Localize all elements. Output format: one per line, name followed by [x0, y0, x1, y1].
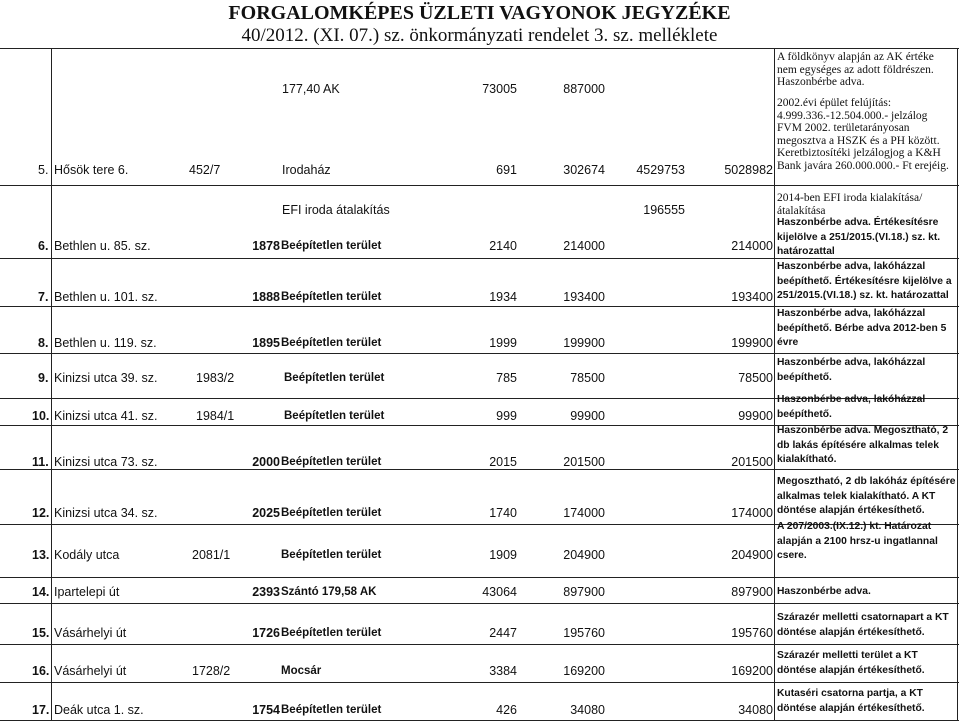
cell-description: Beépítetlen terület: [281, 291, 382, 303]
cell-no: 12.: [32, 506, 50, 520]
cell-note: Haszonbérbe adva, lakóházzal beépíthető. Értékesítésre kijelölve a 251/2015.(VI.18.) sz. kt. határozattal: [777, 261, 952, 302]
cell-note: Megosztható, 2 db lakóház építésére alkalmas telek kialakítható. A KT döntése alapján értékesíthető.: [777, 476, 956, 517]
cell-no: 11.: [32, 455, 49, 469]
cell-address: Vásárhelyi út: [54, 664, 127, 678]
cell-note: Szárazér melletti terület a KT döntése alapján értékesíthető.: [777, 650, 925, 676]
cell-address: Kinizsi utca 73. sz.: [54, 455, 158, 469]
row-divider: [0, 469, 959, 470]
cell-description: Beépítetlen terület: [281, 549, 382, 561]
cell-area: 785: [496, 371, 517, 385]
cell-value1: 174000: [563, 506, 605, 520]
cell-no: 15.: [32, 626, 50, 640]
cell-description: Beépítetlen terület: [281, 337, 382, 349]
cell-description: Mocsár: [281, 665, 322, 677]
cell-description: EFI iroda átalakítás: [282, 203, 390, 217]
cell-no: 8.: [38, 336, 49, 350]
cell-address: Kinizsi utca 41. sz.: [54, 409, 158, 423]
cell-value1: 195760: [563, 626, 605, 640]
cell-area: 691: [496, 163, 517, 177]
cell-area: 2140: [489, 239, 517, 253]
cell-value3: 199900: [731, 336, 773, 350]
cell-value3: 169200: [731, 664, 773, 678]
row-divider: [0, 185, 959, 186]
cell-hrsz: 1984/1: [196, 409, 235, 423]
cell-area: 73005: [482, 82, 517, 96]
cell-description: Beépítetlen terület: [281, 704, 382, 716]
cell-area: 1740: [489, 506, 517, 520]
cell-description: 177,40 AK: [282, 82, 340, 96]
cell-no: 14.: [32, 585, 50, 599]
cell-value3: 5028982: [724, 163, 773, 177]
cell-description: Beépítetlen terület: [281, 456, 382, 468]
cell-value3: 99900: [738, 409, 773, 423]
column-divider: [957, 48, 958, 721]
cell-note: Haszonbérbe adva.: [777, 586, 871, 597]
cell-note: Kutaséri csatorna partja, a KT döntése alapján értékesíthető.: [777, 688, 925, 714]
cell-value1: 34080: [570, 703, 605, 717]
cell-value1: 214000: [563, 239, 605, 253]
cell-value3: 193400: [731, 290, 773, 304]
cell-value1: 169200: [563, 664, 605, 678]
cell-hrsz: 1878: [252, 239, 280, 253]
cell-note: Haszonbérbe adva, lakóházzal beépíthető.: [777, 357, 926, 383]
row-divider: [0, 577, 959, 578]
cell-value3: 34080: [738, 703, 773, 717]
cell-address: Kinizsi utca 34. sz.: [54, 506, 158, 520]
cell-area: 1999: [489, 336, 517, 350]
cell-value1: 199900: [563, 336, 605, 350]
cell-hrsz: 452/7: [189, 163, 221, 177]
cell-address: Hősök tere 6.: [54, 163, 129, 177]
cell-area: 1909: [489, 548, 517, 562]
column-divider: [774, 48, 775, 721]
cell-area: 43064: [482, 585, 517, 599]
cell-value2: 196555: [643, 203, 685, 217]
cell-hrsz: 2081/1: [192, 548, 231, 562]
cell-hrsz: 1754: [252, 703, 280, 717]
cell-area: 3384: [489, 664, 517, 678]
cell-value3: 214000: [731, 239, 773, 253]
cell-address: Ipartelepi út: [54, 585, 120, 599]
cell-note: A 207/2003.(IX.12.) kt. Határozat alapján a 2100 hrsz-u ingatlannal csere.: [777, 521, 938, 562]
cell-no: 6.: [38, 239, 49, 253]
cell-hrsz: 1895: [252, 336, 280, 350]
column-divider: [51, 48, 52, 721]
cell-value3: 204900: [731, 548, 773, 562]
cell-no: 9.: [38, 371, 49, 385]
cell-no: 16.: [32, 664, 50, 678]
cell-address: Kinizsi utca 39. sz.: [54, 371, 158, 385]
cell-hrsz: 1726: [252, 626, 280, 640]
cell-address: Bethlen u. 85. sz.: [54, 239, 151, 253]
cell-note: Haszonbérbe adva. Értékesítésre kijelölve a 251/2015.(VI.18.) sz. kt. határozattal: [777, 217, 941, 258]
cell-hrsz: 1728/2: [192, 664, 231, 678]
row-divider: [0, 353, 959, 354]
row-divider: [0, 603, 959, 604]
cell-area: 999: [496, 409, 517, 423]
row-divider: [0, 682, 959, 683]
cell-note: 2014-ben EFI iroda kialakítása/átalakítása: [777, 192, 923, 217]
cell-description: Beépítetlen terület: [284, 372, 385, 384]
cell-no: 10.: [32, 409, 50, 423]
cell-address: Bethlen u. 101. sz.: [54, 290, 158, 304]
cell-value2: 4529753: [636, 163, 685, 177]
cell-no: 7.: [38, 290, 49, 304]
cell-value3: 78500: [738, 371, 773, 385]
cell-value1: 897900: [563, 585, 605, 599]
cell-address: Vásárhelyi út: [54, 626, 127, 640]
cell-description: Szántó 179,58 AK: [281, 586, 377, 598]
cell-hrsz: 1888: [252, 290, 280, 304]
cell-note: Haszonbérbe adva. Megosztható, 2 db lakás építésére alkalmas telek kialakítható.: [777, 425, 949, 466]
cell-hrsz: 2000: [252, 455, 280, 469]
document-title: FORGALOMKÉPES ÜZLETI VAGYONOK JEGYZÉKE: [228, 2, 731, 24]
cell-value1: 99900: [570, 409, 605, 423]
cell-value3: 201500: [731, 455, 773, 469]
cell-value3: 897900: [731, 585, 773, 599]
cell-address: Kodály utca: [54, 548, 120, 562]
cell-no: 17.: [32, 703, 50, 717]
cell-value1: 204900: [563, 548, 605, 562]
cell-description: Beépítetlen terület: [284, 410, 385, 422]
cell-address: Deák utca 1. sz.: [54, 703, 144, 717]
cell-value1: 302674: [563, 163, 605, 177]
cell-note: Haszonbérbe adva, lakóházzal beépíthető.: [777, 394, 926, 420]
cell-note: A földkönyv alapján az AK értéke nem egységes az adott földrészen. Haszonbérbe adva.: [777, 51, 934, 89]
cell-area: 2447: [489, 626, 517, 640]
cell-description: Beépítetlen terület: [281, 627, 382, 639]
row-divider: [0, 48, 959, 49]
document-subtitle: 40/2012. (XI. 07.) sz. önkormányzati rendelet 3. sz. melléklete: [241, 25, 718, 46]
cell-area: 2015: [489, 455, 517, 469]
cell-note: Szárazér melletti csatornapart a KT döntése alapján értékesíthető.: [777, 612, 949, 638]
cell-value1: 193400: [563, 290, 605, 304]
cell-address: Bethlen u. 119. sz.: [54, 336, 157, 350]
cell-note: 2002.évi épület felújítás: 4.999.336.-12.504.000.- jelzálog FVM 2002. területarányosan megosztva a HSZK és a PH között. Keretbiztosítéki jelzálogjog a K&H Bank javára 260.000.000.- Ft erejéig.: [777, 97, 949, 172]
cell-no: 5.: [38, 163, 49, 177]
cell-value3: 195760: [731, 626, 773, 640]
cell-hrsz: 2393: [252, 585, 280, 599]
cell-value1: 78500: [570, 371, 605, 385]
cell-value: 887000: [563, 82, 605, 96]
cell-value1: 201500: [563, 455, 605, 469]
cell-area: 426: [496, 703, 517, 717]
cell-hrsz: 1983/2: [196, 371, 235, 385]
cell-note: Haszonbérbe adva, lakóházzal beépíthető. Bérbe adva 2012-ben 5 évre: [777, 308, 947, 349]
cell-description: Irodaház: [282, 163, 331, 177]
row-divider: [0, 644, 959, 645]
cell-hrsz: 2025: [252, 506, 280, 520]
cell-description: Beépítetlen terület: [281, 507, 382, 519]
cell-description: Beépítetlen terület: [281, 240, 382, 252]
cell-value3: 174000: [731, 506, 773, 520]
cell-area: 1934: [489, 290, 517, 304]
cell-no: 13.: [32, 548, 50, 562]
